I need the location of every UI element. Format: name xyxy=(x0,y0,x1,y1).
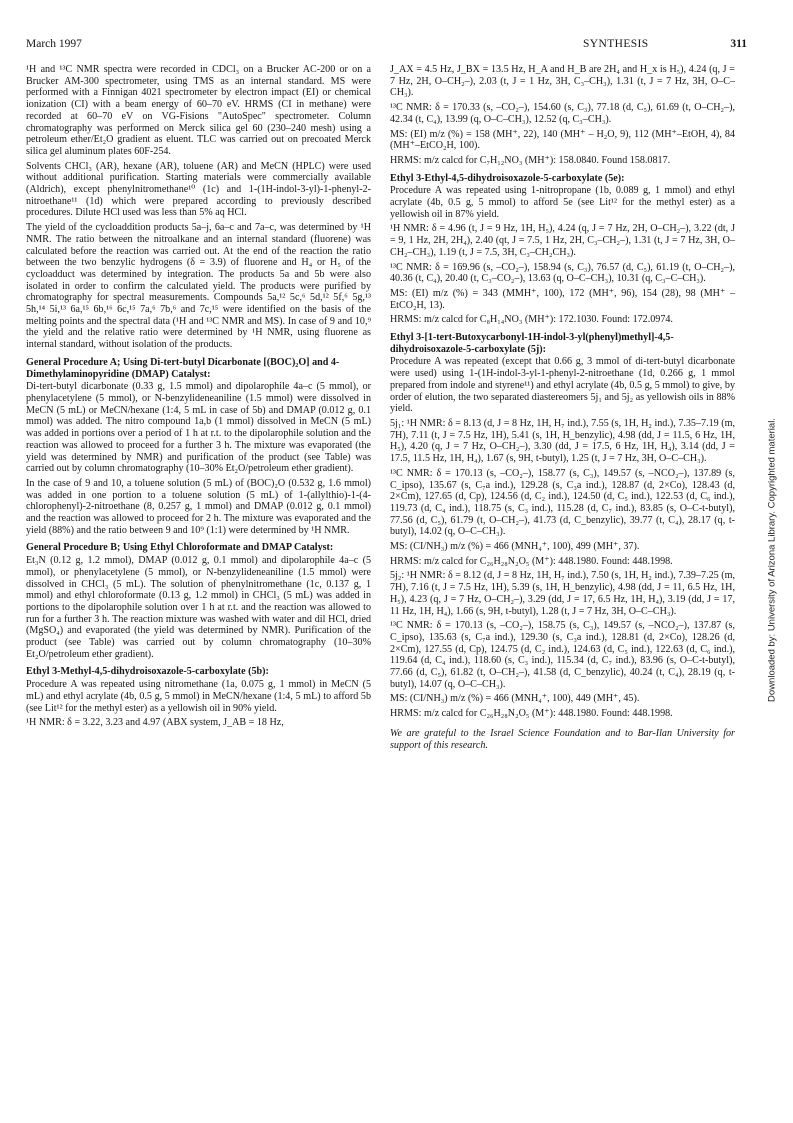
journal-name: SYNTHESIS xyxy=(583,38,649,50)
paragraph: Solvents CHCl₃ (AR), hexane (AR), toluene (AR) and MeCN (HPLC) were used without additional purification. Starting materials were commercially available (Aldrich), except phenylnitromethane¹⁰ (1c) and 1-(1H-indol-3-yl)-1-phenyl-2-nitroethane¹¹ (1d) which were prepared according to previously described procedures. Dilute HCl used was less than 5% aq HCl. xyxy=(26,160,371,219)
paragraph: ¹³C NMR: δ = 169.96 (s, –CO₂–), 158.94 (s, C₃), 76.57 (d, C₅), 61.19 (t, O–CH₂–), 40.36 (t, C₄), 20.40 (t, C₃–CO₂–), 13.63 (q, O–C–CH₃), 10.31 (q, C₃–C–CH₃). xyxy=(390,261,735,285)
paragraph: ¹H NMR: δ = 4.96 (t, J = 9 Hz, 1H, H₅), 4.24 (q, J = 7 Hz, 2H, O–CH₂–), 3.22 (dt, J = 9, 1 Hz, 2H, 2H₄), 2.40 (qt, J = 7.5, 1 Hz, 2H, C₃–CH₂–), 1.31 (t, J = 7 Hz, 3H, O–CH₂–CH₃), 1.19 (t, J = 7.5, 3H, C₃–CH₂CH₃). xyxy=(390,223,735,258)
paragraph: HRMS: m/z calcd for C₂₆H₂₈N₂O₅ (M⁺): 448.1980. Found: 448.1998. xyxy=(390,708,673,720)
section-heading: Ethyl 3-Methyl-4,5-dihydroisoxazole-5-carboxylate (5b): xyxy=(26,666,269,678)
watermark-text: Downloaded by: University of Arizona Library. Copyrighted material. xyxy=(766,418,778,702)
paragraph: ¹H and ¹³C NMR spectra were recorded in CDCl₃ on a Brucker AC-200 or on a Brucker AM-300 spectrometer, using TMS as an internal standard. MS were performed with a Finnigan 4021 spectrometer by electron impact (EI) or chemical ionization (CI) with a beam energy of 60–70 eV. HRMS (CI in methane) were recorded at 60–70 eV on VG-Fisions "AutoSpec" spectrometer. Column chromatography was performed on Merck silica gel 60 (230–240 mesh) using a petroleum ether/Et₂O gradient as eluent. TLC was carried out on precoated Merck silica gel aluminum plates 60F-254. xyxy=(26,64,371,157)
section-heading: General Procedure B; Using Ethyl Chloroformate and DMAP Catalyst: xyxy=(26,542,334,554)
paragraph: 5j₁: ¹H NMR: δ = 8.13 (d, J = 8 Hz, 1H, H₇ ind.), 7.55 (s, 1H, H₂ ind.), 7.35–7.19 (m, 7H), 7.11 (t, J = 7.5 Hz, 1H), 5.41 (s, 1H, H_benzylic), 4.98 (dd, J = 11.5, 6 Hz, 1H, H₅), 4.20 (q, J = 7 Hz, O–CH₂–), 3.30 (dd, J = 17.5, 6 Hz, 1H, H₄), 3.14 (dd, J = 17.5, 11.5 Hz, 1H, H₄), 1.67 (s, 9H, t-butyl), 1.25 (t, J = 7 Hz, 3H, O–C–CH₃). xyxy=(390,417,735,465)
page-header xyxy=(26,38,747,54)
paragraph: Et₃N (0.12 g, 1.2 mmol), DMAP (0.012 g, 0.1 mmol) and dipolarophile 4a–c (5 mmol), or phenylacetylene (5 mmol), or N-benzylideneaniline (1.5 mmol) were dissolved in CHCl₃ (5 mL). The solution of phenylnitromethane (1c, 0.137 g, 1 mmol) and ethyl chloroformate (0.13 g, 1.2 mmol) in CHCl₃ (5 mL) was added in portions to the dipolarophile solution over 1 h at r.t. and the reaction was allowed to run for a further 3 h. The reaction mixture was washed with water and dil HCl, dried (MgSO₄) and evaporated (the yield was determined by NMR). Purification of the product (see Table) was carried out by column chromatography (10–30% Et₂O/petroleum ether gradient). xyxy=(26,555,371,660)
paragraph: ¹³C NMR: δ = 170.33 (s, –CO₂–), 154.60 (s, C₃), 77.18 (d, C₅), 61.69 (t, O–CH₂–), 42.34 (t, C₄), 13.99 (q, O–C–CH₃), 12.52 (q, C₃–CH₃). xyxy=(390,102,735,125)
paragraph: HRMS: m/z calcd for C₇H₁₂NO₃ (MH⁺): 158.0840. Found 158.0817. xyxy=(390,154,671,166)
paragraph: MS: (CI/NH₃) m/z (%) = 466 (MNH₄⁺, 100), 449 (MH⁺, 45). xyxy=(390,693,640,705)
section-heading: General Procedure A; Using Di-tert-butyl Dicarbonate [(BOC)₂O] and 4-Dimethylaminopyridine (DMAP) Catalyst: xyxy=(26,356,340,380)
paragraph: MS: (EI) m/z (%) = 343 (MMH⁺, 100), 172 (MH⁺, 96), 154 (28), 98 (MH⁺ – EtCO₂H, 13). xyxy=(390,287,735,311)
paragraph: MS: (EI) m/z (%) = 158 (MH⁺, 22), 140 (MH⁺ – H₂O, 9), 112 (MH⁺–EtOH, 4), 84 (MH⁺–EtCO₂H, 100). xyxy=(390,128,735,152)
issue-date: March 1997 xyxy=(26,38,82,50)
paragraph: J_AX = 4.5 Hz, J_BX = 13.5 Hz, H_A and H_B are 2H₄ and H_x is H₅), 4.24 (q, J = 7 Hz, 2H, O–CH₂–), 2.03 (t, J = 1 Hz, 3H, C₃–CH₃), 1.31 (t, J = 7 Hz, 3H, O–C–CH₃). xyxy=(390,64,735,99)
paragraph: Procedure A was repeated (except that 0.66 g, 3 mmol of di-tert-butyl dicarbonate were used) using 1-(1H-indol-3-yl-1-phenyl-2-nitroethane (1d, 0.266 g, 1 mmol prepared from indole and styrene¹¹) and ethyl acrylate (4b, 0.5 g, 5 mmol) to give, by order of elution, the two separated diastereomers 5j₁ and 5j₂ as yellowish oils in 88% yield. xyxy=(390,356,735,415)
left-column xyxy=(26,64,371,732)
download-watermark xyxy=(766,340,778,780)
paragraph: 5j₂: ¹H NMR: δ = 8.12 (d, J = 8 Hz, 1H, H₇ ind.), 7.50 (s, 1H, H₂ ind.), 7.39–7.25 (m, 7H), 7.16 (t, J = 7.5 Hz, 1H), 5.39 (s, 1H, H_benzylic), 4.98 (dd, J = 11, 6.5 Hz, 1H, H₅), 4.23 (q, J = 7 Hz, O–CH₂–), 3.29 (dd, J = 17, 6.5 Hz, 1H, H₄), 3.19 (dd, J = 17, 11 Hz, 1H, H₄), 1.66 (s, 9H, t-butyl), 1.28 (t, J = 7 Hz, 3H, O–C–CH₃). xyxy=(390,570,735,617)
paragraph: HRMS: m/z calcd for C₈H₁₄NO₃ (MH⁺): 172.1030. Found: 172.0974. xyxy=(390,314,673,326)
paragraph: ¹³C NMR: δ = 170.13 (s, –CO₂–), 158.75 (s, C₃), 149.57 (s, –NCO₂–), 137.87 (s, C_ipso), 135.63 (s, C₇a ind.), 129.30 (s, C₃a ind.), 128.81 (d, 2×Co), 128.26 (d, 2×Cm), 127.55 (d, Cp), 124.75 (d, C₂ ind.), 124.63 (d, C₅ ind.), 122.63 (d, C₆ ind.), 119.64 (d, C₄ ind.), 118.60 (s, C₃ ind.), 115.34 (d, C₇ ind.), 83.96 (s, O–C-t-butyl), 77.66 (d, C₅), 61.82 (t, O–CH₂–), 41.58 (d, C_benzylic), 40.24 (t, C₄), 28.19 (q, t-butyl), 14.07 (q, O–C–CH₃). xyxy=(390,620,735,690)
paragraph: Procedure A was repeated using 1-nitropropane (1b, 0.089 g, 1 mmol) and ethyl acrylate (4b, 0.5 g, 5 mmol) to afford 5e (see Lit¹² for the methyl ester) as a yellowish oil in 87% yield. xyxy=(390,185,735,220)
paragraph: MS: (CI/NH₃) m/z (%) = 466 (MNH₄⁺, 100), 499 (MH⁺, 37). xyxy=(390,541,640,553)
paragraph: In the case of 9 and 10, a toluene solution (5 mL) of (BOC)₂O (0.532 g, 1.6 mmol) was added in one portion to a toluene solution (5 mL) of 1-(allylthio)-1-(4-chlorophenyl)-2-nitroethane (8, 0.257 g, 1 mmol) and DMAP (0.012 g, 0.1 mmol) and the reaction was allowed to proceed for 2 h. The mixture was evaporated and the yield (88%) and the ratio between 9 and 10⁹ (1:1) were determined by ¹H NMR. xyxy=(26,477,371,536)
right-column xyxy=(390,64,735,754)
page-number: 311 xyxy=(730,38,747,50)
paragraph: Procedure A was repeated using nitromethane (1a, 0.075 g, 1 mmol) in MeCN (5 mL) and ethyl acrylate (4b, 0.5 g, 5 mmol) in MeCN/hexane (1:4, 5 mL) to afford 5b (see Lit¹² for the methyl ester) as a yellowish oil in 90% yield. xyxy=(26,679,371,714)
acknowledgement: We are grateful to the Israel Science Foundation and to Bar-Ilan University for support of this research. xyxy=(390,727,735,751)
section-heading: Ethyl 3-Ethyl-4,5-dihydroisoxazole-5-carboxylate (5e): xyxy=(390,172,625,184)
section-heading: Ethyl 3-[1-tert-Butoxycarbonyl-1H-indol-3-yl(phenyl)methyl]-4,5-dihydroisoxazole-5-carboxylate (5j): xyxy=(390,332,674,355)
paragraph: The yield of the cycloaddition products 5a–j, 6a–c and 7a–c, was determined by ¹H NMR. The ratio between the nitroalkane and an internal standard (fluorene) was calculated before the reaction was carried out. At the end of the reaction the ratio between the two benzylic hydrogens (δ = 3.9) of fluorene and H₄ or H₅ of the cycloadduct was determined by integration. The products 5a and 5b were also isolated in order to confirm the calculated yield. The products were purified by chromatography for spectral measurements. Compounds 5a,¹² 5c,⁶ 5d,¹² 5f,⁶ 5g,¹³ 5h,¹⁴ 5i,¹³ 6a,¹⁵ 6b,¹⁶ 6c,¹⁵ 7a,⁶ 7b,⁶ and 7c,¹⁵ were identified on the basis of the melting points and the spectral data (¹H and ¹³C NMR and MS). In case of 9 and 10,⁹ the yield and the relative ratio were determined by ¹H NMR, using fluorene as internal standard, without isolation of the products. xyxy=(26,222,371,351)
paragraph: Di-tert-butyl dicarbonate (0.33 g, 1.5 mmol) and dipolarophile 4a–c (5 mmol), or phenylacetylene (5 mmol), or N-benzylideneaniline (1.5 mmol) were dissolved in MeCN (5 mL) or MeCN/hexane (1:4, 5 mL in case of 5b) and DMAP (0.012 g, 0.1 mmol) was added. The nitro compound 1a,b (1 mmol) dissolved in MeCN (5 mL) was added in portions over a period of 1 h at r.t. to the dipolarophile solution and the reaction was allowed to proceed for a further 3 h. The mixture was evaporated (the yield was determined by NMR) and purification of the product (see Table) was carried out by column chromatography (10–30% Et₂O/petroleum ether gradient). xyxy=(26,381,371,475)
paragraph: ¹H NMR: δ = 3.22, 3.23 and 4.97 (ABX system, J_AB = 18 Hz, xyxy=(26,717,284,729)
paragraph: HRMS: m/z calcd for C₂₆H₂₈N₂O₅ (M⁺): 448.1980. Found: 448.1998. xyxy=(390,555,673,567)
paragraph: ¹³C NMR: δ = 170.13 (s, –CO₂–), 158.77 (s, C₃), 149.57 (s, –NCO₂–), 137.89 (s, C_ipso), 135.67 (s, C₇a ind.), 129.28 (s, C₃a ind.), 128.87 (d, 2×Co), 128.43 (d, 2×Cm), 127.65 (d, Cp), 124.56 (d, C₂ ind.), 124.50 (d, C₅ ind.), 122.53 (d, C₆ ind.), 119.73 (d, C₄ ind.), 118.75 (s, C₃ ind.), 115.28 (d, C₇ ind.), 83.85 (s, O–C-t-butyl), 77.56 (d, C₅), 61.79 (t, O–CH₂–), 41.73 (d, C_benzylic), 39.77 (t, C₄), 28.17 (q, t-butyl), 14.02 (q, O–C–CH₃). xyxy=(390,467,735,538)
